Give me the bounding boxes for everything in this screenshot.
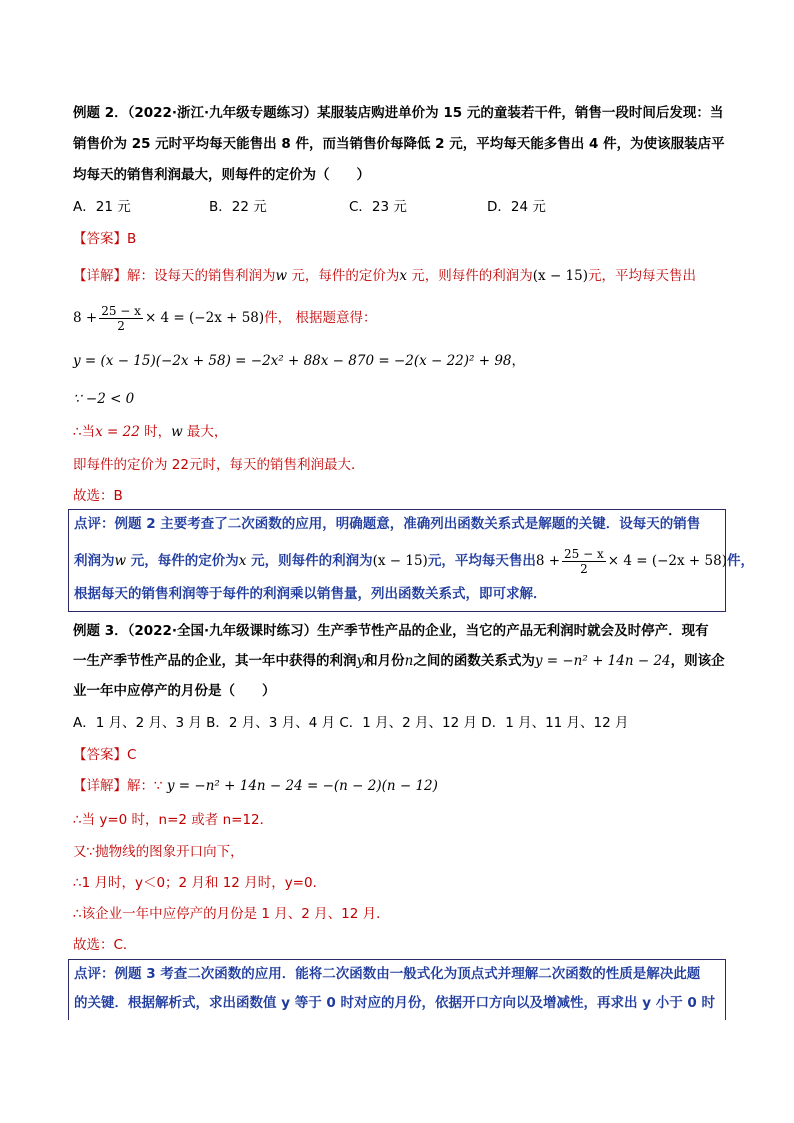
ex2-question-line3: 均每天的销售利润最大，则每件的定价为（ ） bbox=[73, 167, 370, 183]
ex2-detail-line1: 【详解】解：设每天的销售利润为w 元，每件的定价为x 元，则每件的利润为(x − 15)元，平均每天售出 bbox=[73, 268, 697, 284]
ex3-comment-line1: 点评：例题 3 考查二次函数的应用．能将二次函数由一般式化为顶点式并理解二次函数的性质是解决此题 bbox=[74, 966, 701, 982]
ex2-question-line2: 销售价为 25 元时平均每天能售出 8 件，而当销售价每降低 2 元，平均每天能多售出 4 件，为使该服装店平 bbox=[73, 136, 725, 152]
ex3-question-line2: 一生产季节性产品的企业，其一年中获得的利润y和月份n之间的函数关系式为y = −n² + 14n − 24，则该企 bbox=[73, 653, 725, 669]
ex3-question-line1: 例题 3．（2022·全国·九年级课时练习）生产季节性产品的企业，当它的产品无利润时就会及时停产．现有 bbox=[73, 623, 709, 639]
ex3-comment-line2: 的关键．根据解析式，求出函数值 y 等于 0 时对应的月份，依据开口方向以及增减性，再求出 y 小于 0 时 bbox=[74, 995, 715, 1011]
ex3-step4: ∴该企业一年中应停产的月份是 1 月、2 月、12 月． bbox=[73, 906, 390, 922]
ex2-equation: y = (x − 15)(−2x + 58) = −2x² + 88x − 870 = −2(x − 22)² + 98， bbox=[73, 353, 526, 369]
fraction: $\frac{25 - x}{2}$ bbox=[101, 303, 141, 333]
ex2-option-b: B．22 元 bbox=[209, 199, 267, 215]
ex2-therefore: ∴当x = 22 时，w 最大， bbox=[73, 424, 228, 440]
ex3-choose: 故选：C． bbox=[73, 937, 137, 953]
ex2-detail-line2: 8 + $\frac{25 - x}{2}$ × 4 = (−2x + 58)件， 根据题意得： bbox=[73, 303, 377, 333]
ex3-detail-line1: 【详解】解：∵ y = −n² + 14n − 24 = −(n − 2)(n − 12) bbox=[73, 778, 438, 794]
ex2-comment-line2: 利润为w 元，每件的定价为x 元，则每件的利润为(x − 15)元，平均每天售出8 + $\frac{25 - x}{2}$ × 4 = (−2x + 58)件， bbox=[74, 546, 754, 576]
ex2-choose: 故选：B bbox=[73, 488, 123, 504]
ex2-option-c: C．23 元 bbox=[349, 199, 407, 215]
ex2-comment-line1: 点评：例题 2 主要考查了二次函数的应用，明确题意，准确列出函数关系式是解题的关键．设每天的销售 bbox=[74, 516, 701, 532]
ex3-answer: 【答案】C bbox=[73, 747, 137, 763]
answer-label: 【答案】 bbox=[73, 231, 127, 247]
ex3-comment-box bbox=[68, 959, 726, 1020]
ex3-step1: ∴当 y=0 时，n=2 或者 n=12． bbox=[73, 812, 274, 828]
ex2-comment-box bbox=[68, 509, 754, 612]
ex3-options: A．1 月、2 月、3 月 B．2 月、3 月、4 月 C．1 月、2 月、12 月 D．1 月、11 月、12 月 bbox=[73, 715, 629, 731]
ex2-because: ∵ −2 < 0 bbox=[73, 391, 135, 407]
ex3-step3: ∴1 月时，y＜0；2 月和 12 月时，y=0． bbox=[73, 875, 327, 891]
ex2-question-line1: 例题 2．（2022·浙江·九年级专题练习）某服装店购进单价为 15 元的童装若干件，销售一段时间后发现：当 bbox=[73, 105, 724, 121]
ex3-question-line3: 业一年中应停产的月份是（ ） bbox=[73, 683, 276, 699]
ex2-conclusion: 即每件的定价为 22元时，每天的销售利润最大． bbox=[73, 457, 365, 473]
detail-label: 【详解】 bbox=[73, 268, 127, 284]
answer-value: B bbox=[127, 231, 137, 247]
ex3-step2: 又∵抛物线的图象开口向下， bbox=[73, 844, 244, 860]
ex2-option-a: A．21 元 bbox=[73, 199, 131, 215]
ex2-comment-line3: 根据每天的销售利润等于每件的利润乘以销售量，列出函数关系式，即可求解． bbox=[74, 586, 547, 602]
ex2-option-d: D．24 元 bbox=[487, 199, 546, 215]
ex2-answer bbox=[73, 229, 136, 249]
